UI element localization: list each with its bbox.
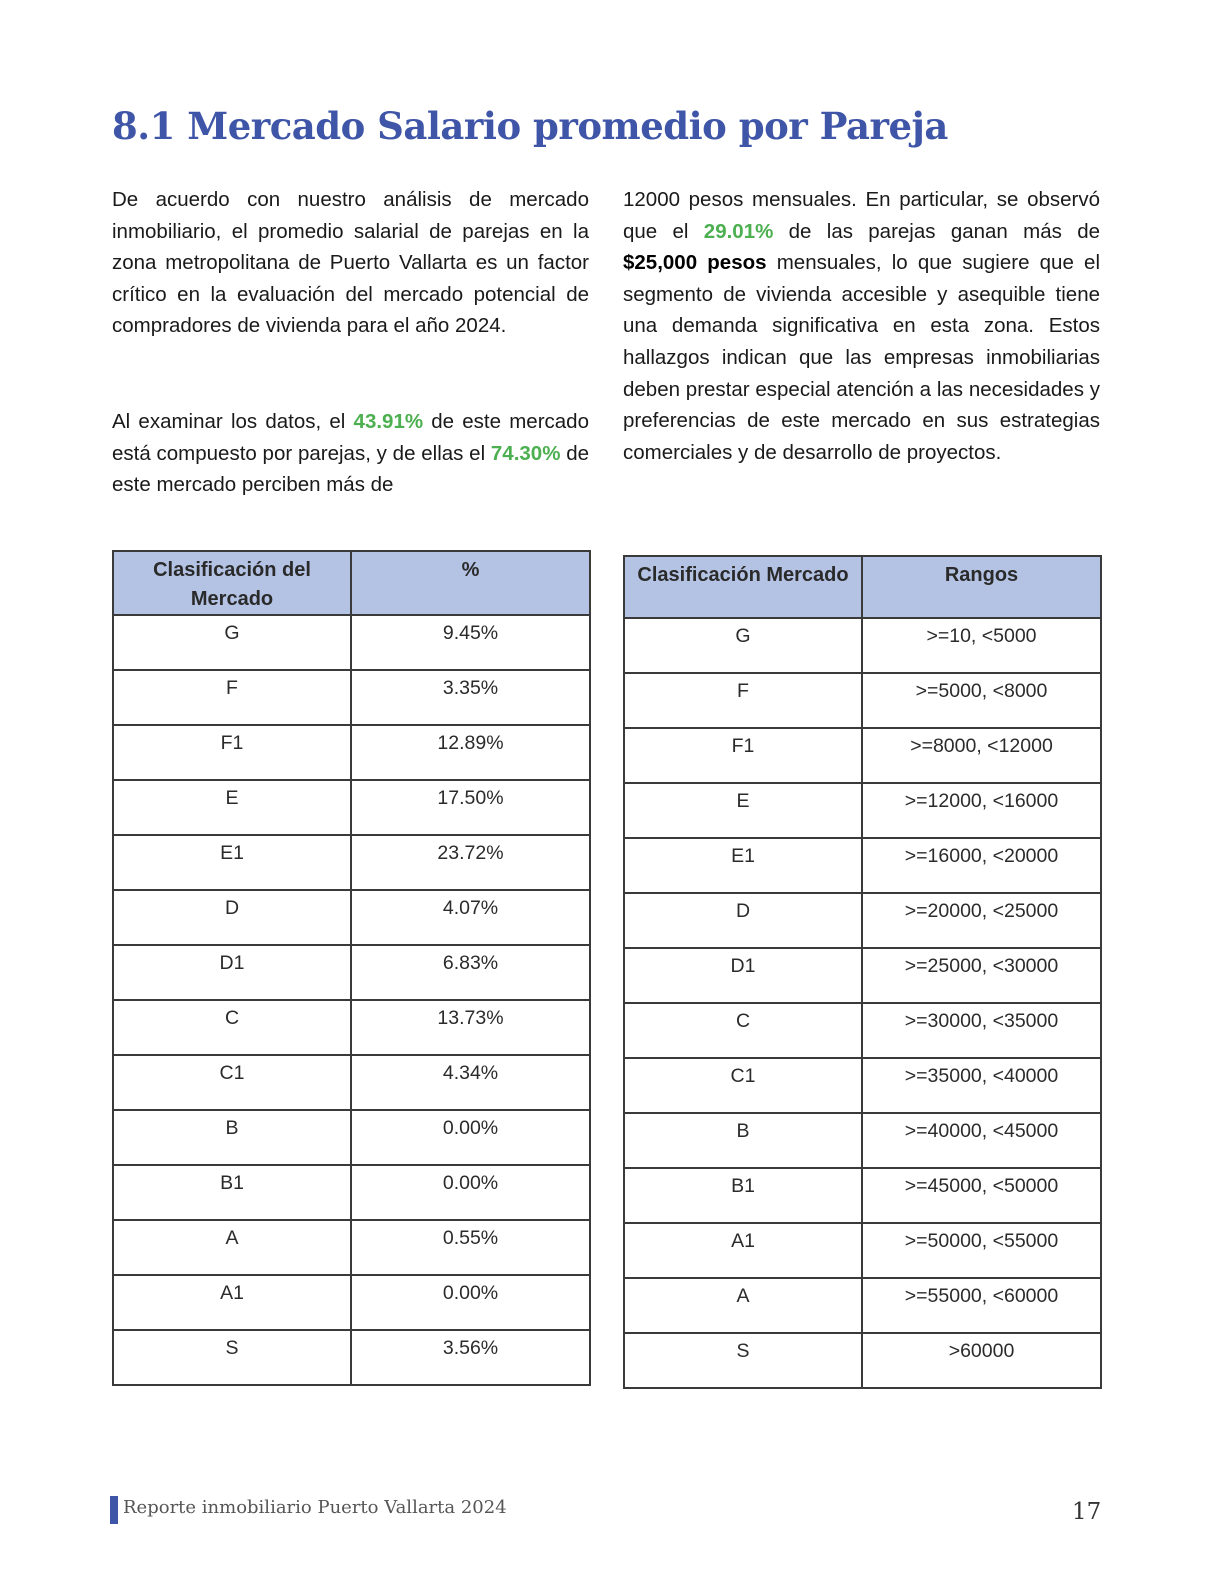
- highlight-pct-income: 74.30%: [490, 441, 561, 465]
- value-cell: 9.45%: [351, 615, 590, 670]
- classification-cell: A1: [113, 1275, 351, 1330]
- table-row: [624, 1223, 1101, 1278]
- classification-cell: A: [624, 1278, 862, 1333]
- value-cell: >60000: [862, 1333, 1101, 1388]
- paragraph-data-text-c: de este mercado perciben más de: [112, 441, 589, 497]
- table-row: [113, 890, 590, 945]
- classification-cell: D1: [624, 948, 862, 1003]
- value-cell: 0.55%: [351, 1220, 590, 1275]
- classification-cell: G: [113, 615, 351, 670]
- value-cell: 4.34%: [351, 1055, 590, 1110]
- column-header-classification: Clasificación del Mercado: [113, 551, 351, 615]
- value-cell: >=35000, <40000: [862, 1058, 1101, 1113]
- value-cell: 6.83%: [351, 945, 590, 1000]
- highlight-pct-couples: 43.91%: [353, 410, 424, 433]
- table-row: [113, 780, 590, 835]
- table-row: [113, 945, 590, 1000]
- value-cell: 12.89%: [351, 725, 590, 780]
- table-row: [113, 835, 590, 890]
- paragraph-cont-text-c: mensuales, lo que sugiere que el segmento de vivienda accesible y asequible tiene una demanda significativa en esta zona. Estos hallazgos indican que las empresas inmobiliarias deben prestar especial atención a las necesidades y preferencias de este mercado en sus estrategias comerciales y de desarrollo de proyectos.: [623, 251, 1100, 464]
- table-row: [624, 1168, 1101, 1223]
- classification-cell: E: [113, 780, 351, 835]
- classification-cell: E: [624, 783, 862, 838]
- value-cell: >=16000, <20000: [862, 838, 1101, 893]
- table-row: [624, 1278, 1101, 1333]
- classification-cell: A1: [624, 1223, 862, 1278]
- classification-cell: B1: [624, 1168, 862, 1223]
- classification-cell: B: [624, 1113, 862, 1168]
- page-title: 8.1 Mercado Salario promedio por Pareja: [112, 104, 948, 148]
- classification-cell: A: [113, 1220, 351, 1275]
- value-cell: 3.35%: [351, 670, 590, 725]
- classification-cell: S: [624, 1333, 862, 1388]
- market-percentage-table: [112, 550, 591, 1386]
- paragraph-cont-text-b: de las parejas ganan más de: [773, 219, 1100, 243]
- classification-cell: B: [113, 1110, 351, 1165]
- highlight-amount: $25,000 pesos: [623, 251, 767, 275]
- paragraph-data: [112, 406, 589, 501]
- paragraph-intro-text: De acuerdo con nuestro análisis de mercado inmobiliario, el promedio salarial de parejas en la zona metropolitana de Puerto Vallarta es un factor crítico en la evaluación del mercado potencial de compradores de vivienda para el año 2024.: [112, 188, 589, 338]
- classification-cell: D1: [113, 945, 351, 1000]
- classification-cell: F1: [624, 728, 862, 783]
- classification-cell: B1: [113, 1165, 351, 1220]
- table-row: [624, 728, 1101, 783]
- table-row: [113, 1275, 590, 1330]
- table-row: [624, 1113, 1101, 1168]
- table-row: [113, 1000, 590, 1055]
- market-ranges-table: [623, 555, 1102, 1389]
- table-row: [624, 783, 1101, 838]
- value-cell: 0.00%: [351, 1165, 590, 1220]
- value-cell: >=5000, <8000: [862, 673, 1101, 728]
- value-cell: >=45000, <50000: [862, 1168, 1101, 1223]
- footer-report-title: Reporte inmobiliario Puerto Vallarta 2024: [123, 1497, 507, 1518]
- table-row: [624, 838, 1101, 893]
- table-row: [113, 1165, 590, 1220]
- classification-cell: C1: [624, 1058, 862, 1113]
- value-cell: >=12000, <16000: [862, 783, 1101, 838]
- classification-cell: E1: [624, 838, 862, 893]
- classification-cell: C: [624, 1003, 862, 1058]
- table-row: [624, 1333, 1101, 1388]
- paragraph-intro: [112, 184, 589, 342]
- table-row: [624, 893, 1101, 948]
- value-cell: 13.73%: [351, 1000, 590, 1055]
- table-row: [113, 670, 590, 725]
- value-cell: 3.56%: [351, 1330, 590, 1385]
- classification-cell: S: [113, 1330, 351, 1385]
- table-row: [624, 1003, 1101, 1058]
- highlight-pct-high-income: 29.01%: [703, 219, 774, 243]
- value-cell: 0.00%: [351, 1110, 590, 1165]
- classification-cell: G: [624, 618, 862, 673]
- classification-cell: D: [113, 890, 351, 945]
- page-number: 17: [1072, 1499, 1102, 1525]
- table-row: [113, 725, 590, 780]
- value-cell: >=10, <5000: [862, 618, 1101, 673]
- table-row: [624, 948, 1101, 1003]
- paragraph-continuation: [623, 184, 1100, 468]
- value-cell: >=55000, <60000: [862, 1278, 1101, 1333]
- table-row: [113, 1220, 590, 1275]
- table-row: [624, 618, 1101, 673]
- paragraph-data-text-a: Al examinar los datos, el: [112, 410, 354, 433]
- classification-cell: C: [113, 1000, 351, 1055]
- paragraph-cont-text-a: 12000 pesos mensuales. En particular, se observó que el: [623, 188, 1100, 243]
- value-cell: >=40000, <45000: [862, 1113, 1101, 1168]
- classification-cell: F: [624, 673, 862, 728]
- paragraph-data-text-b: de este mercado está compuesto por parejas, y de ellas el: [112, 410, 589, 465]
- footer-accent-bar: [110, 1496, 118, 1524]
- table-header-row: [624, 556, 1101, 618]
- value-cell: 17.50%: [351, 780, 590, 835]
- table-row: [113, 1110, 590, 1165]
- value-cell: >=30000, <35000: [862, 1003, 1101, 1058]
- column-header-percent: %: [351, 551, 590, 615]
- table-row: [624, 673, 1101, 728]
- value-cell: 0.00%: [351, 1275, 590, 1330]
- value-cell: 23.72%: [351, 835, 590, 890]
- value-cell: >=8000, <12000: [862, 728, 1101, 783]
- classification-cell: F: [113, 670, 351, 725]
- classification-cell: D: [624, 893, 862, 948]
- table-row: [113, 1055, 590, 1110]
- table-header-row: [113, 551, 590, 615]
- column-header-ranges: Rangos: [862, 556, 1101, 618]
- value-cell: >=50000, <55000: [862, 1223, 1101, 1278]
- value-cell: >=25000, <30000: [862, 948, 1101, 1003]
- value-cell: >=20000, <25000: [862, 893, 1101, 948]
- table-row: [624, 1058, 1101, 1113]
- table-row: [113, 1330, 590, 1385]
- table-row: [113, 615, 590, 670]
- classification-cell: C1: [113, 1055, 351, 1110]
- classification-cell: E1: [113, 835, 351, 890]
- classification-cell: F1: [113, 725, 351, 780]
- column-header-classification: Clasificación Mercado: [624, 556, 862, 618]
- value-cell: 4.07%: [351, 890, 590, 945]
